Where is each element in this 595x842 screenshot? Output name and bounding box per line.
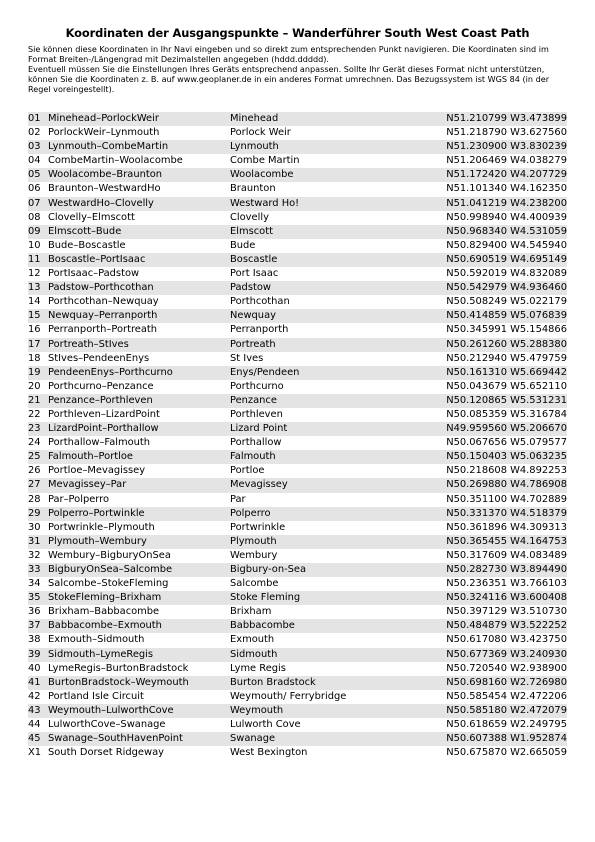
start-place: Portreath xyxy=(230,338,276,350)
table-row xyxy=(28,704,567,718)
start-place: St Ives xyxy=(230,352,264,364)
coordinates: N51.041219 W4.238200 xyxy=(446,197,567,209)
table-row xyxy=(28,746,567,760)
row-number: 17 xyxy=(28,338,41,350)
row-number: 27 xyxy=(28,479,41,491)
table-row xyxy=(28,732,567,746)
route-name: Elmscott–Bude xyxy=(48,225,122,237)
route-name: BurtonBradstock–Weymouth xyxy=(48,676,189,688)
start-place: Falmouth xyxy=(230,451,276,463)
row-number: 26 xyxy=(28,465,41,477)
row-number: 09 xyxy=(28,225,41,237)
route-name: Portwrinkle–Plymouth xyxy=(48,521,155,533)
coordinates: N50.212940 W5.479759 xyxy=(446,352,567,364)
route-name: Swanage–SouthHavenPoint xyxy=(48,733,183,745)
route-name: Weymouth–LulworthCove xyxy=(48,704,174,716)
row-number: 21 xyxy=(28,394,41,406)
coordinates: N50.690519 W4.695149 xyxy=(446,253,567,265)
row-number: 32 xyxy=(28,549,41,561)
row-number: 22 xyxy=(28,408,41,420)
row-number: 28 xyxy=(28,493,41,505)
start-place: Lulworth Cove xyxy=(230,719,301,731)
route-name: Salcombe–StokeFleming xyxy=(48,578,169,590)
start-place: Babbacombe xyxy=(230,620,295,632)
route-name: PortIsaac–Padstow xyxy=(48,268,140,280)
row-number: 33 xyxy=(28,564,41,575)
route-name: Lynmouth–CombeMartin xyxy=(48,141,169,153)
route-name: Perranporth–Portreath xyxy=(48,324,158,336)
table-row xyxy=(28,507,567,521)
route-name: South Dorset Ridgeway xyxy=(48,747,164,759)
route-name: StIves–PendeenEnys xyxy=(48,352,150,364)
route-name: Penzance–Porthleven xyxy=(48,394,153,406)
route-name: Mevagissey–Par xyxy=(48,479,127,491)
table-row xyxy=(28,309,567,323)
row-number: 31 xyxy=(28,535,41,547)
coordinates: N50.161310 W5.669442 xyxy=(446,366,567,378)
row-number: 24 xyxy=(28,437,41,449)
start-place: Braunton xyxy=(230,183,276,195)
table-row xyxy=(28,648,567,662)
row-number: 30 xyxy=(28,521,41,533)
table-row xyxy=(28,352,567,366)
route-name: Padstow–Porthcothan xyxy=(48,282,154,294)
coordinates: N50.618659 W2.249795 xyxy=(446,719,567,731)
row-number: 43 xyxy=(28,704,41,716)
row-number: 18 xyxy=(28,352,41,364)
coordinates: N50.508249 W5.022179 xyxy=(446,296,567,308)
table-row xyxy=(28,493,567,507)
table-row xyxy=(28,535,567,549)
row-number: 20 xyxy=(28,380,41,392)
coordinates: N50.675870 W2.665059 xyxy=(446,747,567,759)
row-number: 42 xyxy=(28,690,41,702)
start-place: Porthcurno xyxy=(230,380,284,392)
coordinates: N50.677369 W3.240930 xyxy=(446,648,567,660)
table-row xyxy=(28,563,567,577)
row-number: 45 xyxy=(28,733,41,745)
start-place: Exmouth xyxy=(230,634,275,646)
coordinates: N50.331370 W4.518379 xyxy=(446,507,567,519)
row-number: 38 xyxy=(28,634,41,646)
route-name: Minehead–PorlockWeir xyxy=(48,113,159,124)
start-place: Mevagissey xyxy=(230,479,288,491)
table-row xyxy=(28,211,567,225)
table-row xyxy=(28,380,567,394)
row-number: 01 xyxy=(28,113,41,124)
table-row xyxy=(28,168,567,182)
row-number: 02 xyxy=(28,127,41,139)
coordinates: N50.829400 W4.545940 xyxy=(446,239,567,251)
coordinates: N50.397129 W3.510730 xyxy=(446,606,567,618)
route-name: Portloe–Mevagissey xyxy=(48,465,146,477)
table-row xyxy=(28,140,567,154)
start-place: Portloe xyxy=(230,465,265,477)
table-row xyxy=(28,394,567,408)
route-name: Bude–Boscastle xyxy=(48,239,126,251)
table-row xyxy=(28,182,567,196)
page-title: Koordinaten der Ausgangspunkte – Wanderführer South West Coast Path xyxy=(65,26,530,40)
coordinates: N51.172420 W4.207729 xyxy=(446,169,567,181)
route-name: Wembury–BigburyOnSea xyxy=(48,549,171,561)
start-place: Enys/Pendeen xyxy=(230,366,300,378)
row-number: 35 xyxy=(28,592,41,604)
table-row xyxy=(28,464,567,478)
coordinates-table xyxy=(28,112,567,760)
route-name: Porthcurno–Penzance xyxy=(48,380,154,392)
route-name: LymeRegis–BurtonBradstock xyxy=(48,662,189,674)
table-row xyxy=(28,338,567,352)
route-name: StokeFleming–Brixham xyxy=(48,592,162,604)
table-row xyxy=(28,662,567,676)
coordinates: N51.210799 W3.473899 xyxy=(446,113,567,124)
start-place: Plymouth xyxy=(230,535,277,547)
route-name: Clovelly–Elmscott xyxy=(48,211,135,223)
table-row xyxy=(28,718,567,732)
start-place: Salcombe xyxy=(230,578,279,590)
start-place: Sidmouth xyxy=(230,648,278,660)
table-row xyxy=(28,549,567,563)
table-row xyxy=(28,408,567,422)
start-place: Perranporth xyxy=(230,324,289,336)
table-row xyxy=(28,366,567,380)
table-row xyxy=(28,450,567,464)
table-row xyxy=(28,676,567,690)
table-row xyxy=(28,267,567,281)
coordinates: N50.085359 W5.316784 xyxy=(446,408,567,420)
row-number: 29 xyxy=(28,507,41,519)
coordinates: N50.607388 W1.952874 xyxy=(446,733,567,745)
coordinates: N51.101340 W4.162350 xyxy=(446,183,567,195)
route-name: BigburyOnSea–Salcombe xyxy=(48,564,173,575)
start-place: Portwrinkle xyxy=(230,521,286,533)
coordinates: N50.282730 W3.894490 xyxy=(446,564,567,575)
route-name: PorlockWeir–Lynmouth xyxy=(48,127,160,139)
table-row xyxy=(28,154,567,168)
row-number: 41 xyxy=(28,676,41,688)
row-number: 40 xyxy=(28,662,41,674)
row-number: 11 xyxy=(28,253,41,265)
start-place: Par xyxy=(230,493,246,505)
table-row xyxy=(28,126,567,140)
start-place: West Bexington xyxy=(230,747,308,759)
row-number: 34 xyxy=(28,578,41,590)
row-number: 05 xyxy=(28,169,41,181)
coordinates: N50.345991 W5.154866 xyxy=(446,324,567,336)
coordinates: N50.414859 W5.076839 xyxy=(446,310,567,322)
row-number: 25 xyxy=(28,451,41,463)
coordinates: N50.698160 W2.726980 xyxy=(446,676,567,688)
start-place: Porlock Weir xyxy=(230,127,291,139)
route-name: Portland Isle Circuit xyxy=(48,690,144,702)
start-place: Lynmouth xyxy=(230,141,279,153)
coordinates: N50.542979 W4.936460 xyxy=(446,282,567,294)
coordinates: N50.968340 W4.531059 xyxy=(446,225,567,237)
row-number: 07 xyxy=(28,197,41,209)
coordinates: N50.365455 W4.164753 xyxy=(446,535,567,547)
start-place: Woolacombe xyxy=(230,169,294,181)
start-place: Newquay xyxy=(230,310,276,322)
start-place: Lizard Point xyxy=(230,423,288,435)
coordinates: N50.269880 W4.786908 xyxy=(446,479,567,491)
start-place: Porthleven xyxy=(230,408,283,420)
start-place: Weymouth xyxy=(230,704,284,716)
start-place: Swanage xyxy=(230,733,276,745)
row-number: 16 xyxy=(28,324,41,336)
coordinates: N50.067656 W5.079577 xyxy=(446,437,567,449)
coordinates: N50.585180 W2.472079 xyxy=(446,704,567,716)
route-name: Woolacombe–Braunton xyxy=(48,169,163,181)
coordinates: N50.236351 W3.766103 xyxy=(446,578,567,590)
start-place: Lyme Regis xyxy=(230,662,286,674)
start-place: Burton Bradstock xyxy=(230,676,316,688)
coordinates: N50.218608 W4.892253 xyxy=(446,465,567,477)
start-place: Brixham xyxy=(230,606,272,618)
coordinates: N50.585454 W2.472206 xyxy=(446,690,567,702)
start-place: Weymouth/ Ferrybridge xyxy=(230,690,347,702)
route-name: PendeenEnys–Porthcurno xyxy=(48,366,173,378)
coordinates: N51.206469 W4.038279 xyxy=(446,155,567,167)
route-name: Porthcothan–Newquay xyxy=(48,296,159,308)
coordinates: N50.720540 W2.938900 xyxy=(446,662,567,674)
table-row xyxy=(28,253,567,267)
route-name: Falmouth–Portloe xyxy=(48,451,133,463)
table-row xyxy=(28,112,567,126)
row-number: 06 xyxy=(28,183,41,195)
start-place: Elmscott xyxy=(230,225,273,237)
table-row xyxy=(28,295,567,309)
row-number: 14 xyxy=(28,296,41,308)
route-name: Porthleven–LizardPoint xyxy=(48,408,160,420)
row-number: 03 xyxy=(28,141,41,153)
table-row xyxy=(28,591,567,605)
row-number: 37 xyxy=(28,620,41,632)
table-row xyxy=(28,605,567,619)
route-name: Plymouth–Wembury xyxy=(48,535,147,547)
route-name: Brixham–Babbacombe xyxy=(48,606,160,618)
route-name: Newquay–Perranporth xyxy=(48,310,158,322)
intro-paragraph-2: Eventuell müssen Sie die Einstellungen Ihres Geräts entsprechend anpassen. Sollte Ihr Gerät dieses Format nicht unterstützen, können Sie die Koordinaten z. B. auf www.geoplaner.de in ein anderes Format umrechnen. Das Bezugssystem ist WGS 84 (in der Regel voreingestellt). xyxy=(28,64,550,94)
row-number: 08 xyxy=(28,211,41,223)
row-number: X1 xyxy=(28,747,42,759)
route-name: Boscastle–PortIsaac xyxy=(48,253,146,265)
intro-paragraph-1: Sie können diese Koordinaten in Ihr Navi eingeben und so direkt zum entsprechenden Punkt navigieren. Die Koordinaten sind im Format Breiten-/Längengrad mit Dezimalstellen angegeben (hddd.ddddd). xyxy=(28,44,549,64)
table-row xyxy=(28,619,567,633)
coordinates: N50.351100 W4.702889 xyxy=(446,493,567,505)
route-name: LulworthCove–Swanage xyxy=(48,719,166,731)
table-row xyxy=(28,225,567,239)
route-name: CombeMartin–Woolacombe xyxy=(48,155,183,167)
row-number: 04 xyxy=(28,155,41,167)
route-name: Sidmouth–LymeRegis xyxy=(48,648,154,660)
table-row xyxy=(28,633,567,647)
start-place: Bigbury-on-Sea xyxy=(230,564,307,575)
route-name: Babbacombe–Exmouth xyxy=(48,620,162,632)
coordinates: N49.959560 W5.206670 xyxy=(446,423,567,435)
coordinates: N51.218790 W3.627560 xyxy=(446,127,567,139)
row-number: 44 xyxy=(28,719,41,731)
coordinates: N50.324116 W3.600408 xyxy=(446,592,567,604)
route-name: LizardPoint–Porthallow xyxy=(48,423,159,435)
table-row xyxy=(28,690,567,704)
route-name: Par–Polperro xyxy=(48,493,110,505)
start-place: Port Isaac xyxy=(230,268,279,280)
table-row xyxy=(28,422,567,436)
start-place: Penzance xyxy=(230,394,277,406)
table-row xyxy=(28,323,567,337)
start-place: Combe Martin xyxy=(230,155,300,167)
row-number: 39 xyxy=(28,648,41,660)
row-number: 12 xyxy=(28,268,41,280)
start-place: Westward Ho! xyxy=(230,197,300,209)
start-place: Clovelly xyxy=(230,211,269,223)
row-number: 13 xyxy=(28,282,41,294)
start-place: Bude xyxy=(230,239,256,251)
route-name: Exmouth–Sidmouth xyxy=(48,634,145,646)
start-place: Stoke Fleming xyxy=(230,592,301,604)
table-row xyxy=(28,281,567,295)
intro-text xyxy=(28,44,568,94)
table-row xyxy=(28,436,567,450)
route-name: Portreath–StIves xyxy=(48,338,129,350)
coordinates: N50.617080 W3.423750 xyxy=(446,634,567,646)
start-place: Porthcothan xyxy=(230,296,290,308)
coordinates: N50.120865 W5.531231 xyxy=(446,394,567,406)
coordinates: N50.261260 W5.288380 xyxy=(446,338,567,350)
coordinates: N50.484879 W3.522252 xyxy=(446,620,567,632)
start-place: Wembury xyxy=(230,549,278,561)
coordinates: N50.998940 W4.400939 xyxy=(446,211,567,223)
start-place: Porthallow xyxy=(230,437,282,449)
coordinates: N50.361896 W4.309313 xyxy=(446,521,567,533)
table-row xyxy=(28,577,567,591)
route-name: Polperro–Portwinkle xyxy=(48,507,145,519)
row-number: 19 xyxy=(28,366,41,378)
start-place: Polperro xyxy=(230,507,271,519)
coordinates: N50.150403 W5.063235 xyxy=(446,451,567,463)
route-name: Porthallow–Falmouth xyxy=(48,437,151,449)
start-place: Minehead xyxy=(230,113,279,124)
row-number: 23 xyxy=(28,423,41,435)
row-number: 10 xyxy=(28,239,41,251)
route-name: Braunton–WestwardHo xyxy=(48,183,161,195)
row-number: 15 xyxy=(28,310,41,322)
table-row xyxy=(28,197,567,211)
route-name: WestwardHo–Clovelly xyxy=(48,197,154,209)
table-row xyxy=(28,521,567,535)
table-row xyxy=(28,478,567,492)
coordinates: N51.230900 W3.830239 xyxy=(446,141,567,153)
row-number: 36 xyxy=(28,606,41,618)
coordinates: N50.043679 W5.652110 xyxy=(446,380,567,392)
start-place: Boscastle xyxy=(230,253,278,265)
coordinates: N50.592019 W4.832089 xyxy=(446,268,567,280)
start-place: Padstow xyxy=(230,282,271,294)
table-row xyxy=(28,239,567,253)
coordinates: N50.317609 W4.083489 xyxy=(446,549,567,561)
